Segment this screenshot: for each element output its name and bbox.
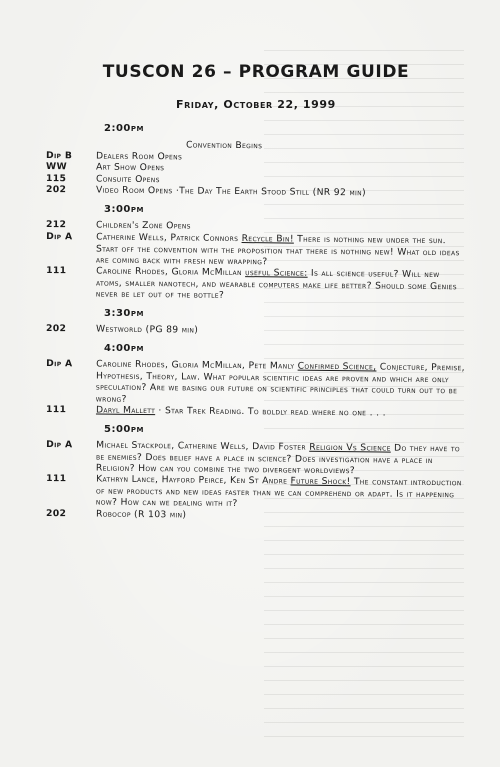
time-slot <box>46 308 466 335</box>
entry-topic-title: Future Shock! <box>290 476 351 488</box>
entry-description: Conjecture, Premise, Hypothesis, Theory, Law. What popular scientific ideas are proven and which are only speculation? Are we basing our future on scientific principles that could turn out to be wrong? <box>95 361 466 405</box>
room-code: 202 <box>45 184 67 196</box>
entry-description: Consuite Opens <box>95 173 160 185</box>
room-code: 202 <box>45 508 67 520</box>
entry-description: Video Room Opens ·The Day The Earth Stood Still (NR 92 min) <box>95 184 366 199</box>
entry-topic-title: Recycle Bin! <box>241 232 294 245</box>
entry-text <box>96 509 466 524</box>
entry-panelists: Caroline Rhodes, Gloria McMillan <box>96 265 246 279</box>
slot-time: 3:30pm <box>104 308 144 320</box>
slot-time: 5:00pm <box>104 423 144 435</box>
room-code: 111 <box>46 473 67 485</box>
entry-description: The constant introduction of new products and new ideas faster than we can comprehend or adapt. Is it happening now? How can we dealing with it? <box>95 476 462 510</box>
slot-time: 3:00pm <box>104 203 144 215</box>
room-code: 212 <box>45 218 67 231</box>
program-entry <box>46 358 466 409</box>
room-code: 111 <box>45 404 67 416</box>
entry-topic-title: Confirmed Science, <box>297 360 377 373</box>
entry-panelists: Kathryn Lance, Hayford Peirce, Ken St Andre <box>96 473 291 488</box>
entry-description: Robocop (R 103 min) <box>95 508 187 521</box>
room-code: Dip A <box>46 357 73 369</box>
program-entry <box>46 184 466 200</box>
room-code: 202 <box>45 323 67 335</box>
slot-time: 2:00pm <box>104 123 144 134</box>
entry-text <box>96 185 466 200</box>
room-code: Dip B <box>45 149 73 161</box>
schedule <box>46 123 466 520</box>
entry-topic-title: Daryl Mallett <box>95 404 156 417</box>
time-slot <box>45 123 466 199</box>
program-entry <box>46 265 466 304</box>
entry-description: Dealers Room Opens <box>95 150 183 163</box>
time-slot <box>46 204 466 300</box>
entry-description: Is all science useful? Will new atoms, smaller nanotech, and wearable computers make life better? Should some Genies never be let out of the bottle? <box>95 268 457 302</box>
entry-description: Convention Begins <box>185 139 263 152</box>
room-code: Dip A <box>46 230 73 242</box>
entry-text <box>96 474 466 513</box>
time-slot <box>46 424 466 520</box>
program-date: Friday, October 22, 1999 <box>176 98 336 111</box>
entry-description: · Star Trek Reading. To boldly read where no one . . . <box>155 405 387 419</box>
entry-text <box>96 231 466 270</box>
program-entry <box>46 439 466 478</box>
program-entry <box>46 231 466 270</box>
entry-text <box>96 266 466 305</box>
entry-text <box>96 439 466 478</box>
page-title: TUSCON 26 – PROGRAM GUIDE <box>102 62 410 82</box>
entry-topic-title: useful Science: <box>245 267 308 280</box>
time-slot <box>45 342 466 419</box>
entry-panelists: Caroline Rhodes, Gloria McMillan, Pete Manly <box>96 358 298 372</box>
entry-description: Art Show Opens <box>95 161 165 174</box>
entry-description: Children's Zone Opens <box>95 219 191 232</box>
room-code: 111 <box>46 265 67 277</box>
entry-topic-title: Religion Vs Science <box>309 441 391 454</box>
entry-description: Do they have to be enemies? Does belief have a place in science? Does investigation have a place in Religion? How can you combine the two divergent worldviews? <box>95 442 461 477</box>
slot-time: 4:00pm <box>104 342 144 354</box>
room-code: 115 <box>45 172 67 184</box>
entry-panelists: Catherine Wells, Patrick Connors <box>96 231 242 244</box>
room-code: WW <box>45 161 68 173</box>
room-code <box>46 138 96 150</box>
entry-description: There is nothing new under the sun. Start off the convention with the proposition that there is nothing new! What old ideas are coming back with fresh new wrapping? <box>95 233 460 268</box>
entry-text <box>96 358 466 408</box>
entry-panelists: Michael Stackpole, Catherine Wells, David Foster <box>96 439 310 453</box>
program-entry <box>46 473 466 512</box>
entry-description: Westworld (PG 89 min) <box>95 323 199 336</box>
room-code: Dip A <box>46 438 73 450</box>
entry-text <box>96 324 466 339</box>
entry-text <box>96 405 466 420</box>
program-entry <box>46 323 466 339</box>
